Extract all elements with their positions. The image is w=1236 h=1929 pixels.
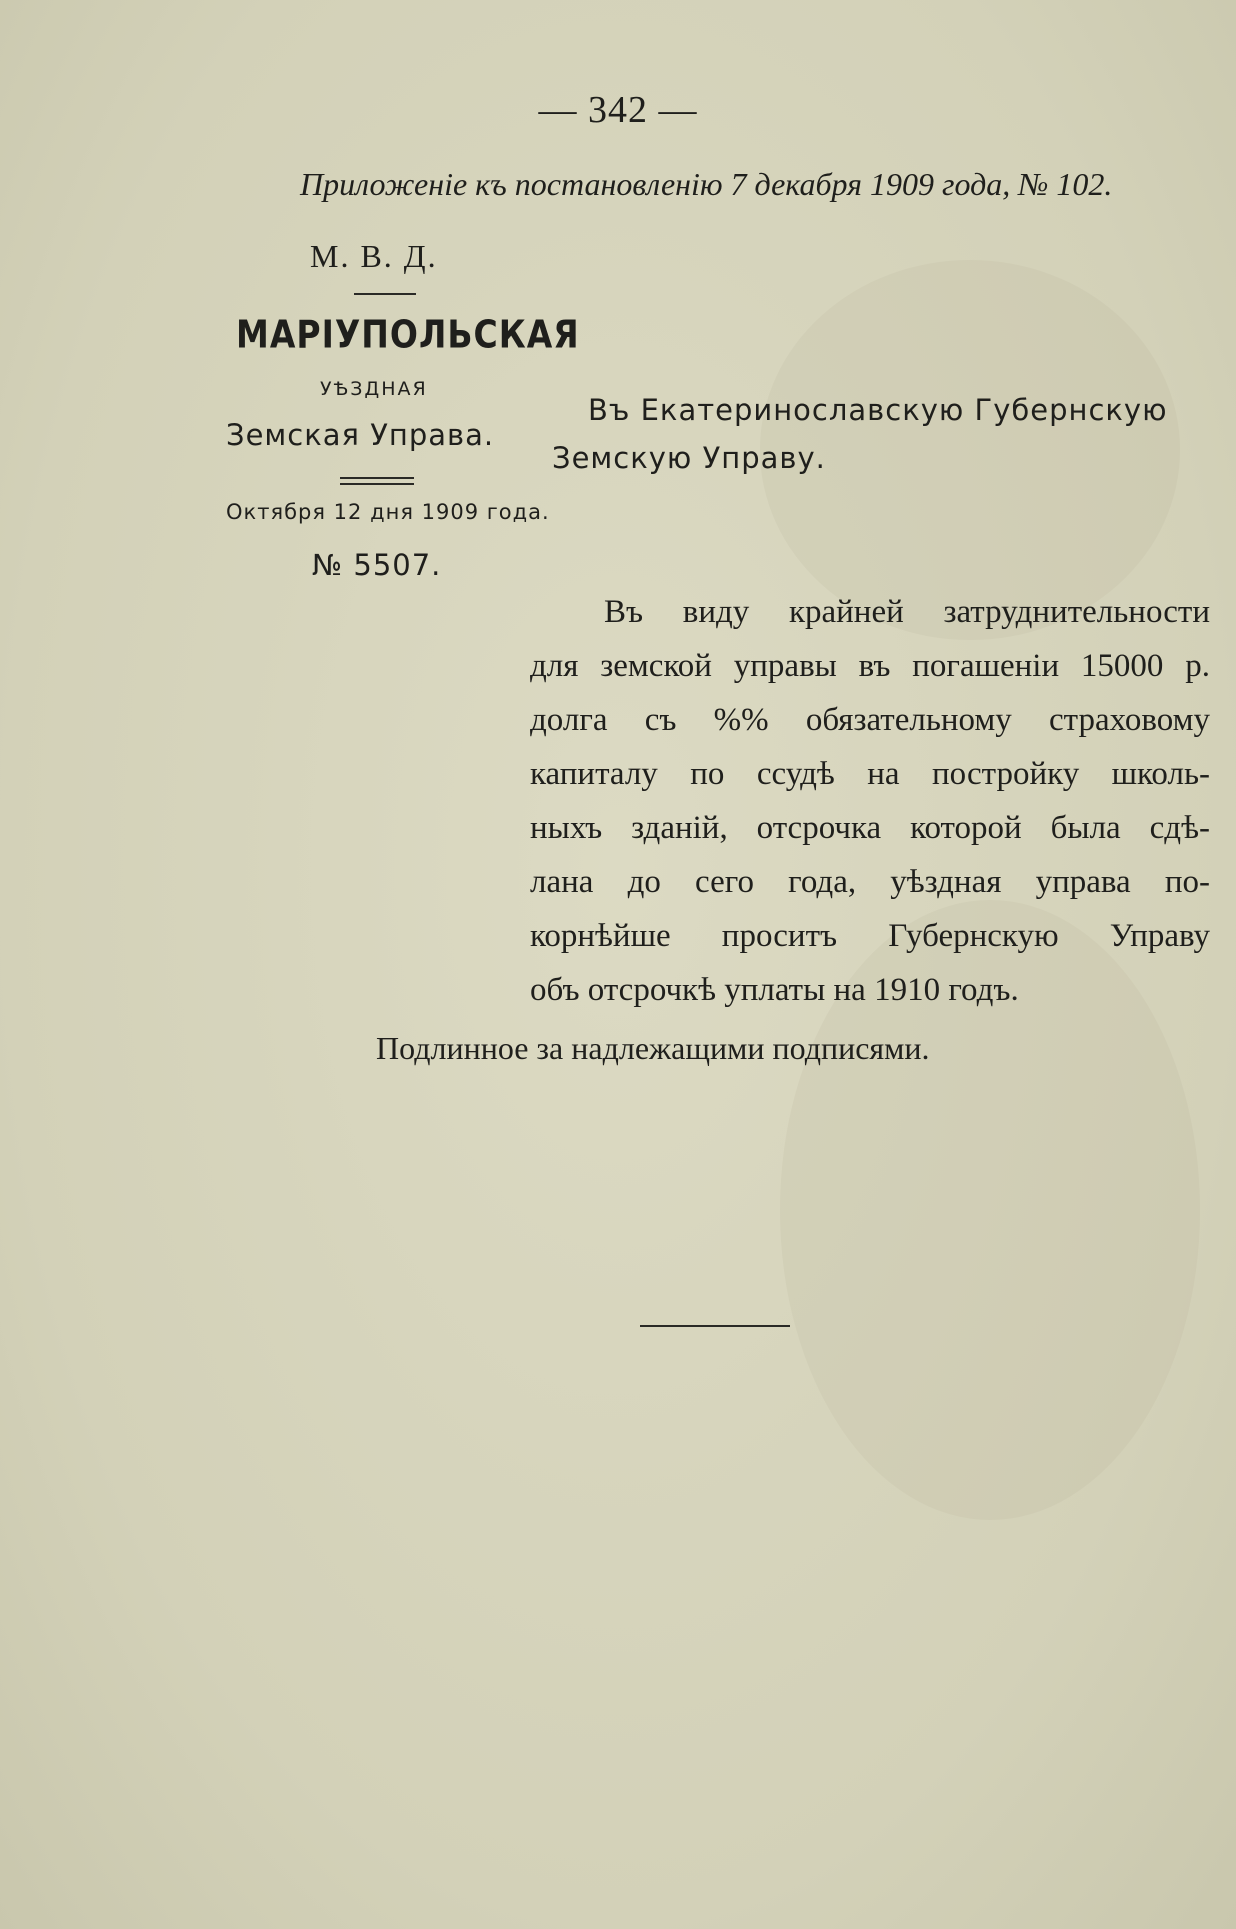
body-line: долга съ %% обязательному страховому [530, 702, 1210, 738]
body-line: объ отсрочкѣ уплаты на 1910 годъ. [530, 972, 1019, 1008]
ministry-abbreviation: М. В. Д. [310, 238, 438, 274]
document-date: Октября 12 дня 1909 года. [226, 500, 550, 524]
addressee-line: Земскую Управу. [552, 441, 826, 475]
body-line: Въ виду крайней затруднительности [604, 594, 1210, 630]
body-line: лана до сего года, уѣздная управа по- [530, 864, 1210, 900]
appendix-note: Приложеніе къ постановленію 7 декабря 1909 года, № 102. [300, 166, 1113, 202]
page-number: — 342 — [538, 89, 698, 131]
divider-line [354, 293, 416, 295]
double-divider-line [340, 477, 414, 479]
body-text [530, 585, 1210, 1017]
double-divider-line [340, 483, 414, 485]
body-line: ныхъ зданій, отсрочка которой была сдѣ- [530, 810, 1210, 846]
body-line: капиталу по ссудѣ на постройку школь- [530, 756, 1210, 792]
closing-note: Подлинное за надлежащими подписями. [376, 1030, 930, 1066]
end-rule [640, 1325, 790, 1327]
body-line: корнѣйше проситъ Губернскую Управу [530, 918, 1210, 954]
body-line: для земской управы въ погашеніи 15000 р. [530, 648, 1210, 684]
addressee-line: Въ Екатеринославскую Губернскую [588, 393, 1168, 427]
document-number: № 5507. [312, 548, 442, 582]
addressee [552, 386, 1167, 482]
organization-type: Земская Управа. [226, 418, 495, 452]
organization-level: УѢЗДНАЯ [320, 378, 428, 400]
organization-name: МАРІУПОЛЬСКАЯ [236, 312, 580, 357]
